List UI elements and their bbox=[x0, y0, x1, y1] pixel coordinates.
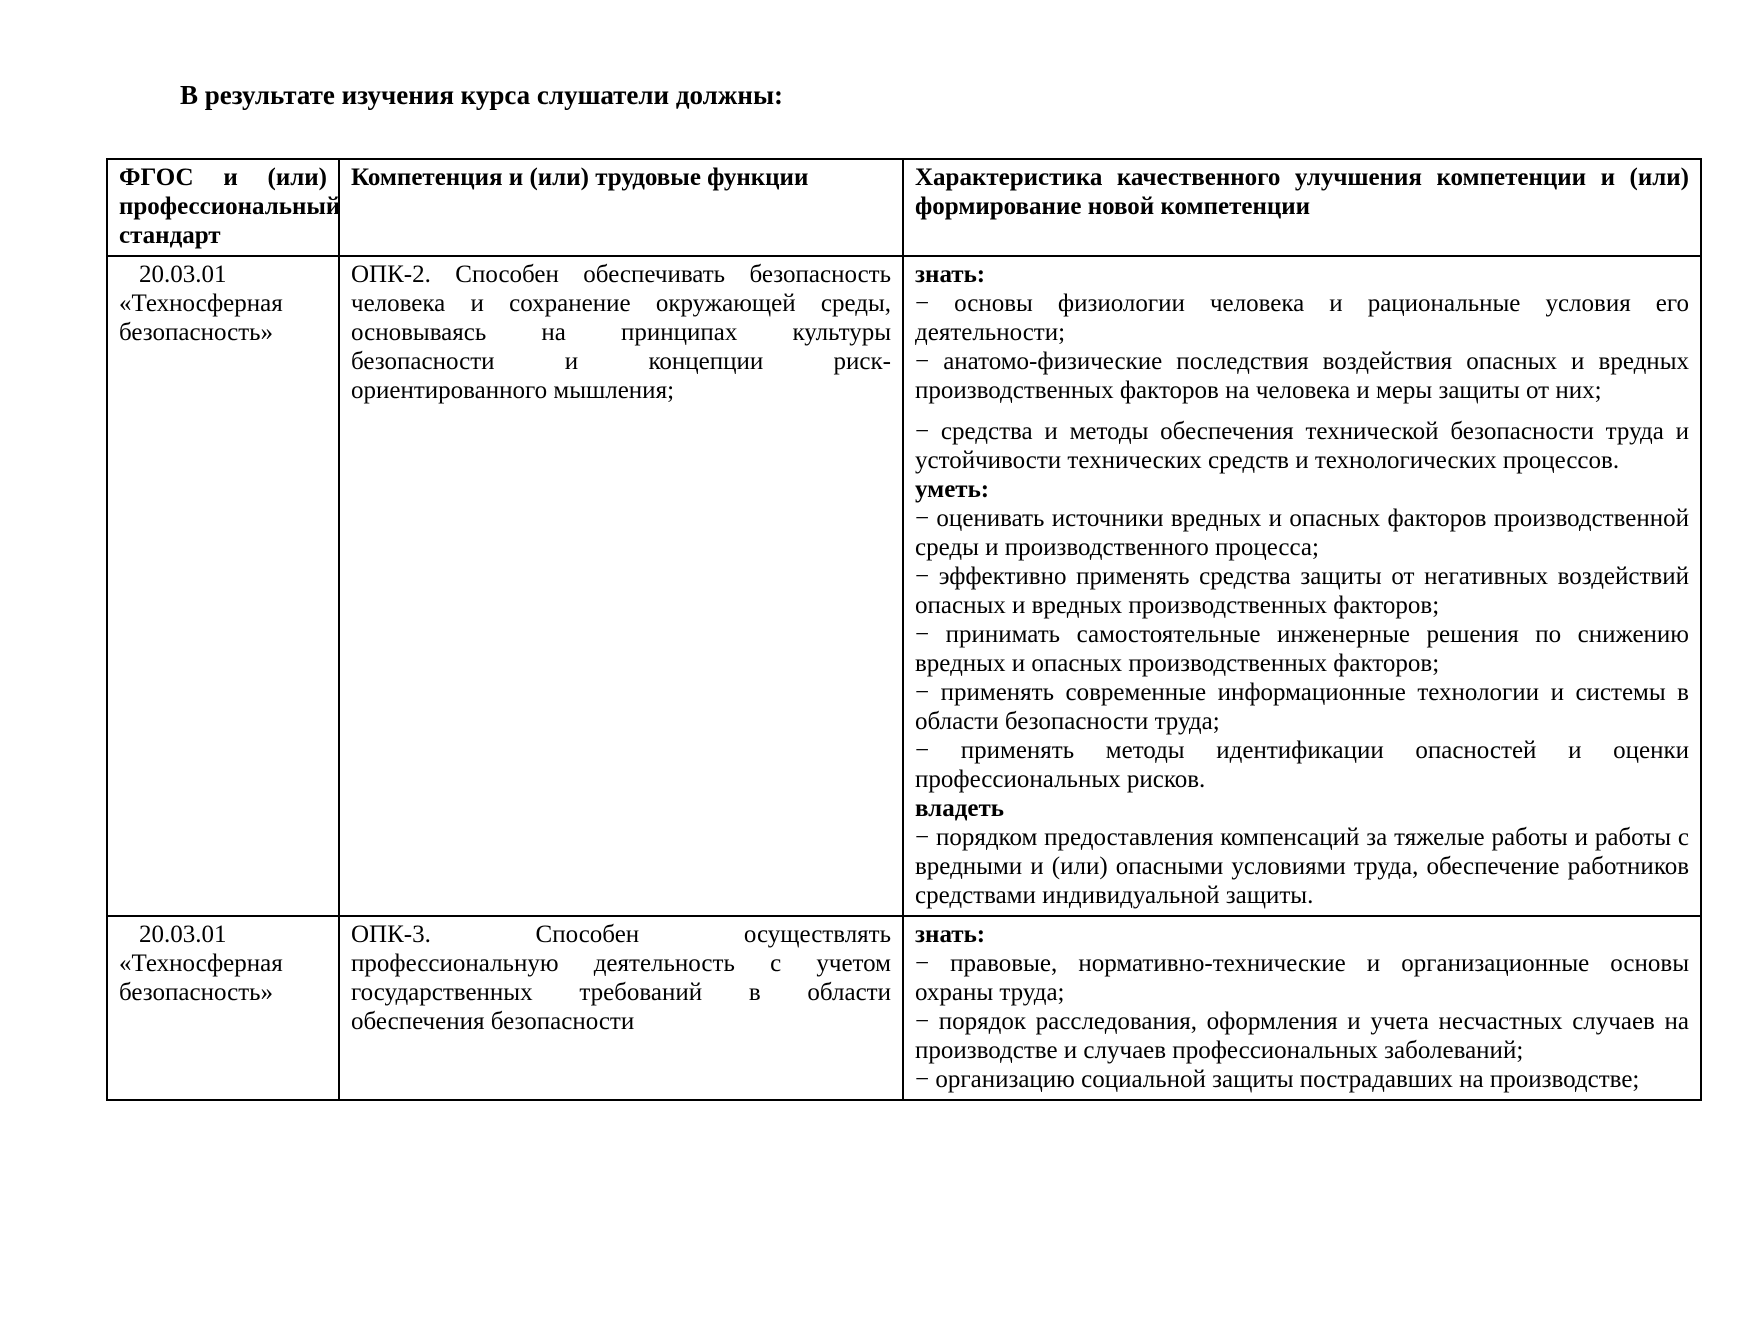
characteristic-item: − средства и методы обеспечения технической безопасности труда и устойчивости технических средств и технологических процессов. bbox=[915, 418, 1689, 474]
page-title: В результате изучения курса слушатели должны: bbox=[180, 80, 784, 110]
standard-text: 20.03.01 «Техносферная безопасность» bbox=[119, 261, 283, 346]
characteristic-item: − анатомо-физические последствия воздействия опасных и вредных производственных факторов на человека и меры защиты от них; bbox=[915, 348, 1689, 404]
characteristic-heading: знать: bbox=[915, 921, 986, 948]
column-header-competence: Компетенция и (или) трудовые функции bbox=[339, 159, 903, 256]
competency-table bbox=[106, 158, 1702, 1101]
characteristic-item: − применять современные информационные технологии и системы в области безопасности труда; bbox=[915, 679, 1689, 735]
document-page bbox=[0, 78, 1754, 1101]
characteristic-item: − оценивать источники вредных и опасных факторов производственной среды и производственного процесса; bbox=[915, 505, 1689, 561]
table-row bbox=[107, 916, 1701, 1100]
standard-text: 20.03.01 «Техносферная безопасность» bbox=[119, 921, 283, 1006]
competence-text: ОПК-3. Способен осуществлять профессиональную деятельность с учетом государственных требований в области обеспечения безопасности bbox=[351, 921, 891, 1035]
competence-text: ОПК-2. Способен обеспечивать безопасность человека и сохранение окружающей среды, основываясь на принципах культуры безопасности и концепции риск-ориентированного мышления; bbox=[351, 261, 891, 404]
header-row bbox=[107, 159, 1701, 256]
characteristic-item: − порядок расследования, оформления и учета несчастных случаев на производстве и случаев профессиональных заболеваний; bbox=[915, 1008, 1689, 1064]
table-body bbox=[107, 256, 1701, 1100]
characteristic-heading: знать: bbox=[915, 261, 986, 288]
characteristic-item: − применять методы идентификации опасностей и оценки профессиональных рисков. bbox=[915, 737, 1689, 793]
characteristic-heading: уметь: bbox=[915, 476, 990, 503]
cell-competence bbox=[339, 256, 903, 916]
characteristic-item: − основы физиологии человека и рациональные условия его деятельности; bbox=[915, 290, 1689, 346]
column-header-standard: ФГОС и (или) профессиональный стандарт bbox=[107, 159, 339, 256]
table-header bbox=[107, 159, 1701, 256]
cell-standard bbox=[107, 256, 339, 916]
characteristic-item: − принимать самостоятельные инженерные решения по снижению вредных и опасных производственных факторов; bbox=[915, 621, 1689, 677]
cell-characteristics bbox=[903, 916, 1701, 1100]
characteristic-heading: владеть bbox=[915, 795, 1004, 822]
characteristic-item: − эффективно применять средства защиты от негативных воздействий опасных и вредных производственных факторов; bbox=[915, 563, 1689, 619]
characteristic-item: − порядком предоставления компенсаций за тяжелые работы и работы с вредными и (или) опасными условиями труда, обеспечение работников средствами индивидуальной защиты. bbox=[915, 824, 1689, 909]
characteristic-item: − правовые, нормативно-технические и организационные основы охраны труда; bbox=[915, 950, 1689, 1006]
cell-characteristics bbox=[903, 256, 1701, 916]
table-row bbox=[107, 256, 1701, 916]
cell-competence bbox=[339, 916, 903, 1100]
column-header-characteristics: Характеристика качественного улучшения компетенции и (или) формирование новой компетенции bbox=[903, 159, 1701, 256]
characteristic-item: − организацию социальной защиты пострадавших на производстве; bbox=[915, 1066, 1640, 1093]
cell-standard bbox=[107, 916, 339, 1100]
